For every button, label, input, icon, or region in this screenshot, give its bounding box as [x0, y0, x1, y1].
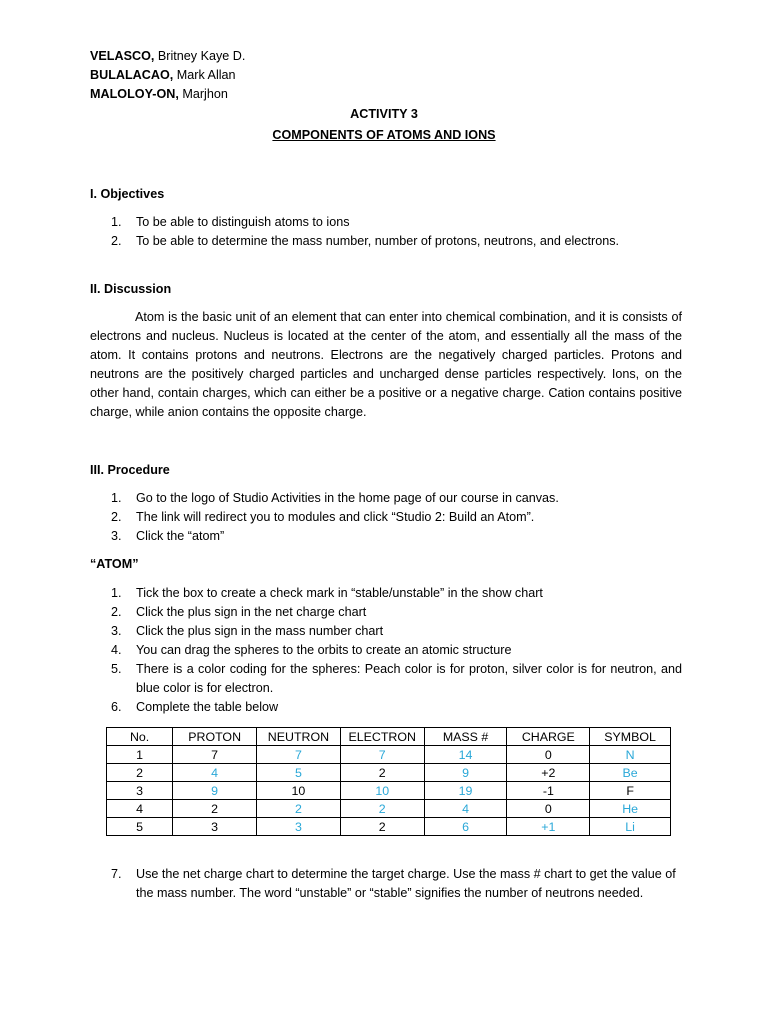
table-cell: Li — [590, 818, 671, 836]
activity-label: ACTIVITY 3 — [350, 107, 418, 121]
table-cell: 3 — [173, 818, 257, 836]
table-cell: N — [590, 746, 671, 764]
table-cell: +1 — [507, 818, 590, 836]
column-header: PROTON — [173, 728, 257, 746]
discussion-heading: II. Discussion — [90, 282, 172, 296]
table-cell: 0 — [507, 746, 590, 764]
table-row — [107, 746, 671, 764]
table-cell: 10 — [257, 782, 341, 800]
list-item: 1. Go to the logo of Studio Activities in the home page of our course in canvas. — [111, 491, 559, 505]
list-item: 3. Click the plus sign in the mass number chart — [111, 624, 384, 638]
procedure-heading: III. Procedure — [90, 463, 170, 477]
table-cell: 0 — [507, 800, 590, 818]
list-item: 2. To be able to determine the mass number, number of protons, neutrons, and electrons. — [111, 234, 620, 248]
table-cell: 2 — [340, 800, 424, 818]
list-item: 2. The link will redirect you to modules and click “Studio 2: Build an Atom”. — [111, 510, 535, 524]
table-cell: 2 — [340, 764, 424, 782]
table-cell: 6 — [424, 818, 507, 836]
table-cell: 9 — [173, 782, 257, 800]
atom-steps-list — [90, 584, 682, 717]
table-cell: 1 — [107, 746, 173, 764]
table-cell: +2 — [507, 764, 590, 782]
table-cell: 7 — [257, 746, 341, 764]
author-1: VELASCO, Britney Kaye D. — [90, 49, 246, 63]
atom-step-7 — [90, 865, 682, 903]
table-cell: 4 — [424, 800, 507, 818]
list-item: 7. Use the net charge chart to determine the target charge. Use the mass # chart to get the value of the mass number. The word “unstable” or “stable” signifies the number of neutrons needed. — [111, 867, 676, 900]
table-cell: -1 — [507, 782, 590, 800]
objectives-list — [90, 213, 690, 251]
objectives-heading: I. Objectives — [90, 187, 165, 201]
author-list — [90, 47, 245, 104]
table-cell: 2 — [257, 800, 341, 818]
table-cell: 4 — [107, 800, 173, 818]
list-item: 2. Click the plus sign in the net charge chart — [111, 605, 367, 619]
table-row — [107, 800, 671, 818]
author-2: BULALACAO, Mark Allan — [90, 68, 236, 82]
list-item: 6. Complete the table below — [111, 700, 279, 714]
author-3: MALOLOY-ON, Marjhon — [90, 87, 228, 101]
table-row — [107, 764, 671, 782]
table-cell: 3 — [257, 818, 341, 836]
column-header: ELECTRON — [340, 728, 424, 746]
procedure-list — [90, 489, 690, 546]
table-cell: 2 — [107, 764, 173, 782]
table-cell: 2 — [340, 818, 424, 836]
table-cell: 19 — [424, 782, 507, 800]
table-cell: 5 — [257, 764, 341, 782]
table-cell: He — [590, 800, 671, 818]
atom-heading: “ATOM” — [90, 557, 139, 571]
column-header: CHARGE — [507, 728, 590, 746]
column-header: NEUTRON — [257, 728, 341, 746]
table-cell: 4 — [173, 764, 257, 782]
atoms-table — [106, 727, 671, 836]
table-header-row — [107, 728, 671, 746]
table-cell: 3 — [107, 782, 173, 800]
column-header: No. — [107, 728, 173, 746]
list-item: 4. You can drag the spheres to the orbits to create an atomic structure — [111, 643, 512, 657]
table-cell: 7 — [340, 746, 424, 764]
table-cell: 5 — [107, 818, 173, 836]
discussion-paragraph: Atom is the basic unit of an element that can enter into chemical combination, and it is consists of electrons and nucleus. Nucleus is located at the center of the atom, and essentially all the mass of the atom. It contains protons and neutrons. Electrons are the negatively charged particles. Protons and neutrons are the positively charged particles and uncharged dense particles respectively. Ions, on the other hand, contain charges, which can either be a positive or a negative charge. Cation contains positive charge, while anion contains the opposite charge. — [90, 310, 682, 419]
table-cell: 2 — [173, 800, 257, 818]
table-cell: 7 — [173, 746, 257, 764]
table-row — [107, 818, 671, 836]
table-row — [107, 782, 671, 800]
column-header: SYMBOL — [590, 728, 671, 746]
list-item: 1. To be able to distinguish atoms to ions — [111, 215, 350, 229]
document-title: COMPONENTS OF ATOMS AND IONS — [272, 128, 496, 142]
table-cell: F — [590, 782, 671, 800]
table-cell: Be — [590, 764, 671, 782]
table-cell: 10 — [340, 782, 424, 800]
list-item: 3. Click the “atom” — [111, 529, 225, 543]
table-cell: 9 — [424, 764, 507, 782]
table-cell: 14 — [424, 746, 507, 764]
list-item: 5. There is a color coding for the spheres: Peach color is for proton, silver color is for neutron, and blue color is for electron. — [111, 662, 682, 695]
list-item: 1. Tick the box to create a check mark in “stable/unstable” in the show chart — [111, 586, 543, 600]
column-header: MASS # — [424, 728, 507, 746]
